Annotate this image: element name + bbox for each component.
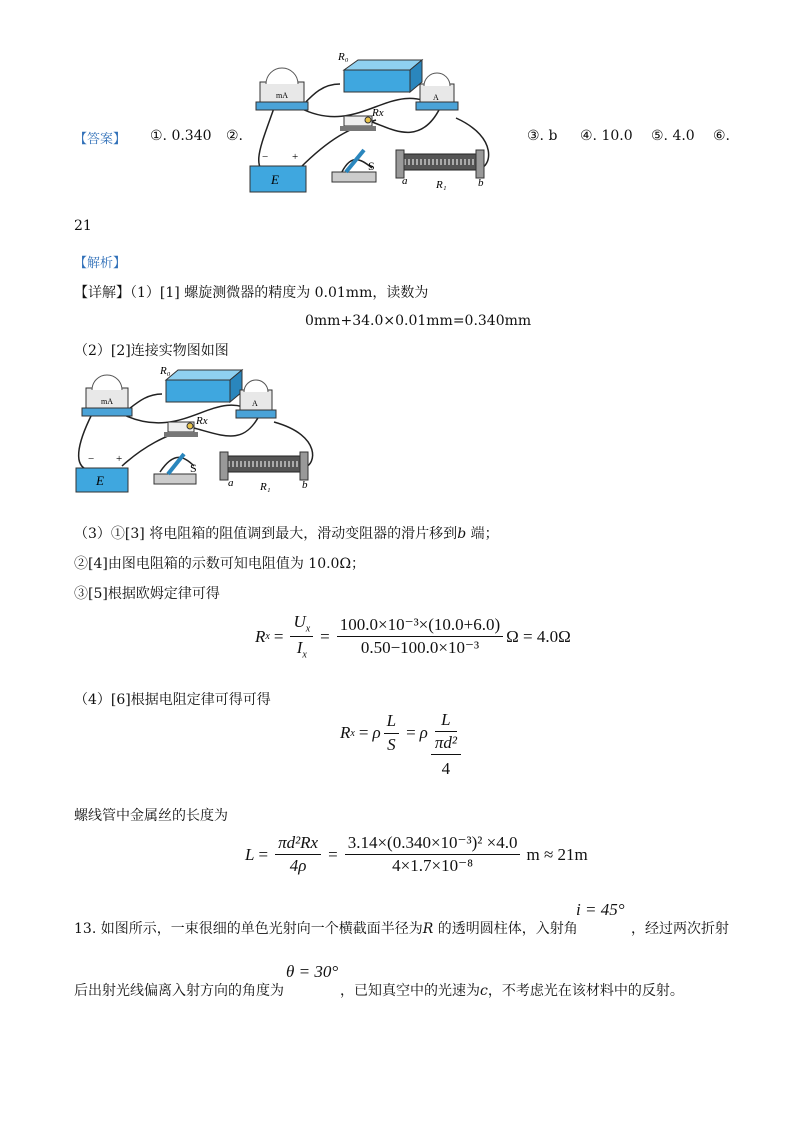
f2-den: S (387, 734, 396, 754)
f2-rho-2: ρ (419, 723, 428, 742)
detail-p5: 螺线管中金属丝的长度为 (74, 808, 228, 824)
f1-den: I (296, 638, 303, 658)
detail-p3a-end: 端； (466, 526, 499, 542)
f1-den2: 0.50−100.0×10⁻³ (360, 638, 480, 658)
rx-label: Rx (196, 415, 208, 427)
answer-item-5: ⑤. 4.0 (651, 128, 695, 144)
q13-angle-theta: θ = 30° (286, 962, 339, 981)
f2-lhs-sub: x (350, 727, 355, 739)
f2-frac1 (384, 711, 399, 755)
battery-minus: − (88, 453, 95, 465)
resistance-box (159, 365, 242, 402)
detail-p3a (74, 523, 499, 543)
f2-lhs: R (340, 723, 351, 742)
answer-trailing: 21 (74, 218, 92, 234)
detail-line-1 (74, 282, 428, 302)
rheostat-b: b (302, 479, 308, 491)
f1-den-sub: x (302, 649, 307, 661)
q13-line2-rest (340, 980, 684, 1000)
answer-item-4: ④. 10.0 (580, 128, 633, 144)
answer-item-3: ③. b (527, 128, 558, 144)
q13-line2b: ，已知真空中的光速为 (340, 983, 480, 999)
f1-num2: 100.0×10⁻³×(10.0+6.0) (337, 615, 503, 637)
rheostat-a: a (402, 175, 408, 187)
battery-minus: − (262, 151, 269, 163)
q13-var-c: c (480, 983, 488, 999)
f2-num: L (384, 711, 399, 733)
f3-den: 4ρ (289, 856, 307, 876)
f3-frac2 (345, 833, 521, 877)
rheostat-b: b (478, 177, 484, 189)
f2-rho-1: ρ (372, 723, 381, 742)
f1-lhs-sub: x (265, 631, 270, 643)
detail-p2: （2）[2]连接实物图如图 (74, 343, 229, 359)
switch-label: S (368, 159, 375, 173)
battery-label: E (96, 473, 104, 488)
battery-plus: + (116, 453, 123, 465)
f2-den3: πd² (431, 732, 461, 755)
f1-frac2 (337, 615, 503, 659)
q13-line1b: 的透明圆柱体，入射角 (433, 921, 578, 937)
detail-p4: （4）[6]根据电阻定律可得可得 (74, 692, 271, 708)
q13-line1c: ，经过两次折射 (631, 921, 729, 937)
r1-label: R₁ (260, 481, 271, 493)
resistance-box (337, 51, 422, 92)
answer-item-1: ①. 0.340 (150, 128, 212, 144)
detail-p3c: ③[5]根据欧姆定律可得 (74, 586, 220, 602)
ammeter-label: A (433, 93, 439, 102)
answer-item-2: ②. (226, 128, 244, 144)
r0-label: R₀ (338, 51, 349, 63)
f3-result: m ≈ 21m (526, 844, 588, 864)
q13-var-r: R (422, 921, 434, 937)
q13-angle-i: i = 45° (576, 900, 625, 919)
f1-lhs: R (255, 626, 266, 646)
answer-item-6: ⑥. (713, 128, 731, 144)
f3-lhs: L (245, 844, 255, 864)
rx-label: Rx (372, 107, 384, 119)
detail-p3a-var: b (457, 526, 467, 542)
f2-frac2 (431, 710, 461, 779)
detail-p3b: ②[4]由图电阻箱的示数可知电阻值为 10.0Ω； (74, 556, 366, 572)
milliammeter-label: mA (276, 91, 288, 100)
formula-ohm: R x = $\frac{U_x}{I_x}$ = $\frac{\text{100.0×10⁻³×(10.0+6.0)}}{\text{0.50−100.0×10⁻³}}$ Ω = 4.0Ω (255, 612, 571, 661)
detail-tag: 【详解】 (74, 285, 130, 301)
f2-den3b: 4 (441, 759, 451, 778)
circuit-diagram-answer (240, 51, 510, 198)
detail-p1: （1）[1] 螺旋测微器的精度为 0.01mm，读数为 (130, 285, 429, 301)
r1-label: R₁ (436, 179, 447, 191)
f3-den2: 4×1.7×10⁻⁸ (392, 856, 473, 876)
ammeter-label: A (252, 399, 258, 408)
f3-num2: 3.14×(0.340×10⁻³)² ×4.0 (345, 833, 521, 855)
rheostat-a: a (228, 477, 234, 489)
detail-p3a-text: （3）①[3] 将电阻箱的阻值调到最大，滑动变阻器的滑片移到 (74, 526, 458, 542)
answer-tag: 【答案】 (74, 132, 127, 147)
q13-line1 (74, 918, 578, 938)
milliammeter (256, 68, 308, 110)
analysis-tag: 【解析】 (74, 256, 127, 271)
switch-label: S (190, 461, 197, 475)
milliammeter-label: mA (101, 397, 113, 406)
circuit-diagram-analysis (74, 366, 334, 496)
r0-label: R₀ (160, 365, 171, 377)
f1-num: U (293, 612, 306, 631)
q13-line2: 后出射光线偏离入射方向的角度为 (74, 983, 284, 999)
rheostat (396, 150, 484, 191)
formula-resistivity: R x = ρ $\frac{L}{S}$ = ρ L πd² 4 (340, 710, 461, 779)
resistor-rx (340, 107, 384, 131)
f1-frac1 (290, 612, 313, 662)
rheostat (220, 452, 308, 493)
milliammeter (82, 375, 132, 416)
f1-result: Ω = 4.0Ω (506, 626, 571, 646)
formula-length: L = $\frac{\text{πd²Rx}}{4\rho}$ = $\frac{\text{3.14×(0.340×10⁻³)² ×4.0}}{\text{4×1.7×10⁻⁸}}$ m ≈ 21m (245, 833, 588, 876)
q13-line2c: ，不考虑光在该材料中的反射。 (487, 983, 684, 999)
f3-frac1 (275, 833, 321, 877)
detail-p1-formula: 0mm+34.0×0.01mm=0.340mm (305, 313, 532, 329)
f3-num: πd²Rx (275, 833, 321, 855)
f1-num-sub: x (305, 623, 311, 635)
battery-label: E (271, 172, 279, 187)
switch (332, 150, 376, 182)
f2-num3: L (435, 710, 456, 732)
battery-plus: + (292, 151, 299, 163)
battery (76, 453, 128, 492)
q13-line1-text: 13. 如图所示，一束很细的单色光射向一个横截面半径为 (74, 921, 423, 937)
